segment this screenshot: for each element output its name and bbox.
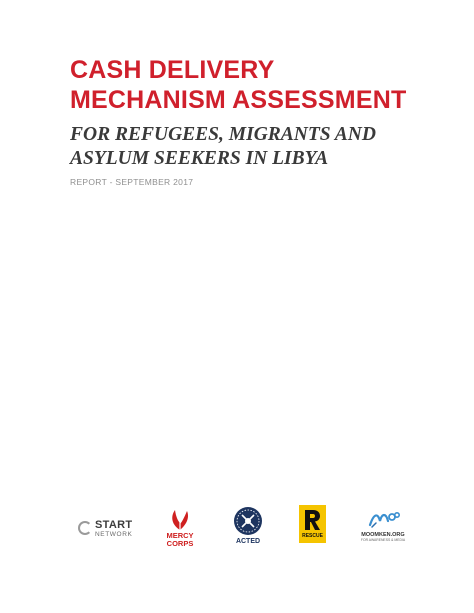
moomken-tagline: FOR AWARENESS & MEDIA xyxy=(360,538,406,542)
start-network-name: START xyxy=(95,519,133,531)
mercy-corps-leaf-icon xyxy=(166,507,194,531)
report-subtitle xyxy=(70,123,460,171)
start-network-ring-icon xyxy=(78,521,92,535)
acted-name: ACTED xyxy=(235,538,261,545)
moomken-mark-icon xyxy=(368,509,400,529)
report-title xyxy=(70,55,450,115)
acted-logo xyxy=(230,505,266,555)
report-date-label: REPORT - SEPTEMBER 2017 xyxy=(70,177,194,187)
rescue-name: RESCUE xyxy=(302,533,323,539)
moomken-logo xyxy=(358,505,408,555)
subtitle-line-2: ASYLUM SEEKERS IN LIBYA xyxy=(70,148,329,169)
mercy-corps-line-1: MERCY xyxy=(166,531,194,540)
subtitle-line-1: FOR REFUGEES, MIGRANTS AND xyxy=(70,124,376,145)
irc-rescue-icon xyxy=(303,508,322,532)
start-network-logo xyxy=(78,505,136,555)
moomken-name: MOOMKEN.ORG xyxy=(361,532,405,538)
start-network-sub: NETWORK xyxy=(95,531,133,538)
mercy-corps-logo xyxy=(160,505,200,555)
title-line-1: CASH DELIVERY xyxy=(70,56,275,84)
mercy-corps-name xyxy=(160,532,200,548)
mercy-corps-line-2: CORPS xyxy=(166,539,194,548)
partner-logos-row xyxy=(0,505,474,555)
acted-emblem-icon xyxy=(233,506,263,536)
title-line-2: MECHANISM ASSESSMENT xyxy=(70,86,407,114)
irc-rescue-logo xyxy=(299,505,326,555)
